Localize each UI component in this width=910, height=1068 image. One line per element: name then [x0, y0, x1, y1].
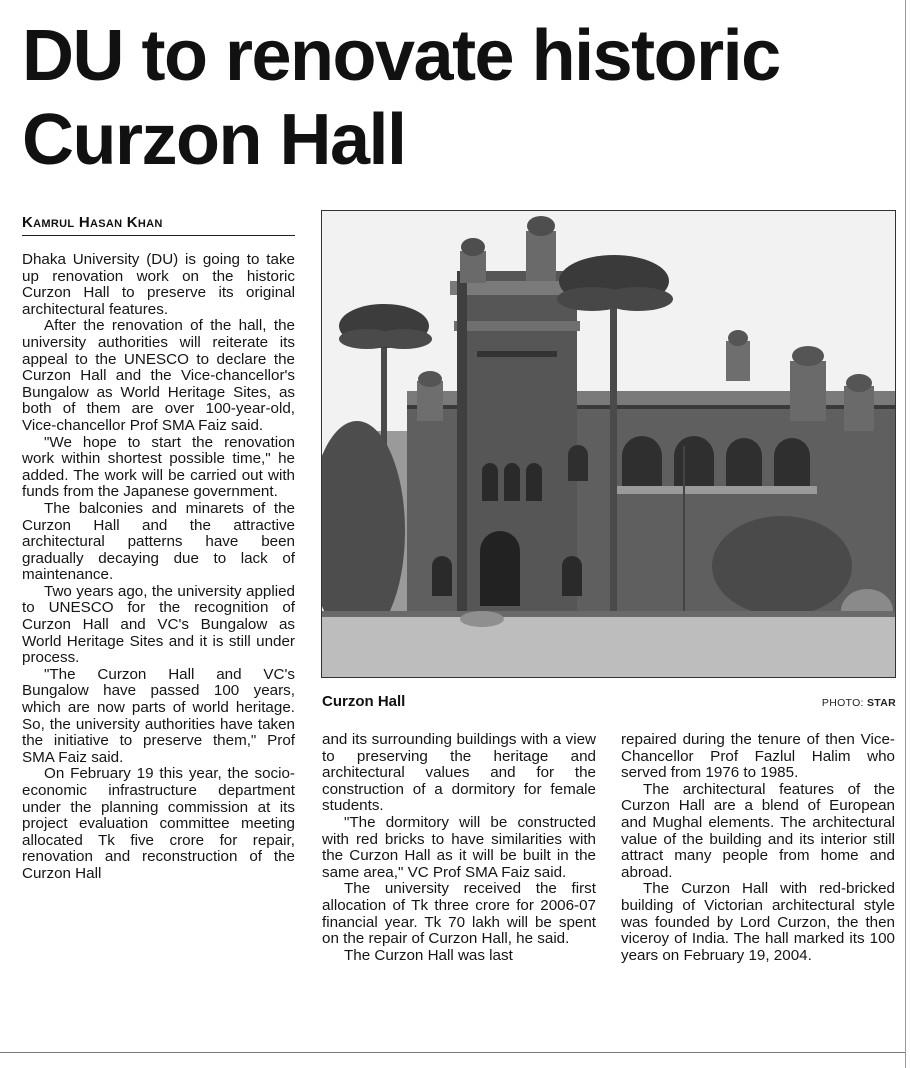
paragraph-continued: and its surrounding buildings with a view to preserving the heritage and architectural values and for the construction of a dormitory for female students.: [322, 731, 596, 815]
article-column-3: [621, 732, 895, 964]
paragraph: The Curzon Hall with red-bricked building of Victorian architectural style was founded by Lord Curzon, the then viceroy of India. The hall marked its 100 years on February 19, 2004.: [621, 880, 895, 964]
photo-credit-source: STAR: [866, 697, 896, 709]
paragraph: The university received the first allocation of Tk three crore for 2006-07 financial year. Tk 70 lakh will be spent on the repair of Curzon Hall, he said.: [322, 880, 596, 948]
headline-line-1: DU to renovate historic: [22, 16, 780, 96]
article-column-1: [22, 252, 295, 883]
paragraph: The balconies and minarets of the Curzon Hall and the attractive architectural patterns have been gradually decaying due to lack of maintenance.: [22, 499, 295, 584]
headline: [22, 14, 892, 182]
paragraph: After the renovation of the hall, the university authorities will reiterate its appeal to the UNESCO to declare the Curzon Hall and the Vice-chancellor's Bungalow as World Heritage Sites, as both of them are over 100-year-old, Vice-chancellor Prof SMA Faiz said.: [22, 317, 295, 434]
photo-credit: [822, 697, 896, 709]
article-column-2: [322, 732, 596, 964]
headline-line-2: Curzon Hall: [22, 100, 406, 180]
byline: Kamrul Hasan Khan: [22, 214, 295, 236]
paragraph: The architectural features of the Curzon Hall are a blend of European and Mughal elements. The architectural value of the building and its interior still attract many people from home and abroad.: [621, 780, 895, 881]
paragraph: Dhaka University (DU) is going to take up renovation work on the historic Curzon Hall to preserve its original architectural features.: [22, 251, 295, 318]
curzon-hall-photo: [321, 210, 896, 678]
photo-caption: Curzon Hall: [322, 693, 406, 710]
curzon-hall-illustration: [322, 211, 895, 677]
paragraph: Two years ago, the university applied to UNESCO for the recognition of Curzon Hall and VC's Bungalow as World Heritage Sites and it is still under process.: [22, 582, 295, 667]
paragraph: On February 19 this year, the socio-economic infrastructure department under the planning commission at its project evaluation committee meeting allocated Tk five crore for repair, renovation and reconstruction of the Curzon Hall: [22, 765, 295, 882]
paragraph: "We hope to start the renovation work within shortest possible time," he added. The work will be carried out with funds from the Japanese government.: [22, 433, 295, 501]
paragraph: The Curzon Hall was last: [344, 946, 513, 964]
paragraph: "The Curzon Hall and VC's Bungalow have passed 100 years, which are now parts of world heritage. So, the university authorities have taken the initiative to preserve them," Prof SMA Faiz said.: [22, 665, 295, 766]
paragraph-continued: repaired during the tenure of then Vice-Chancellor Prof Fazlul Halim who served from 1976 to 1985.: [621, 731, 895, 782]
right-divider: [905, 0, 906, 1068]
bottom-divider: [0, 1052, 906, 1053]
photo-credit-label: PHOTO:: [821, 697, 864, 709]
paragraph: "The dormitory will be constructed with red bricks to have similarities with the Curzon Hall as it will be built in the same area," VC Prof SMA Faiz said.: [322, 813, 596, 881]
